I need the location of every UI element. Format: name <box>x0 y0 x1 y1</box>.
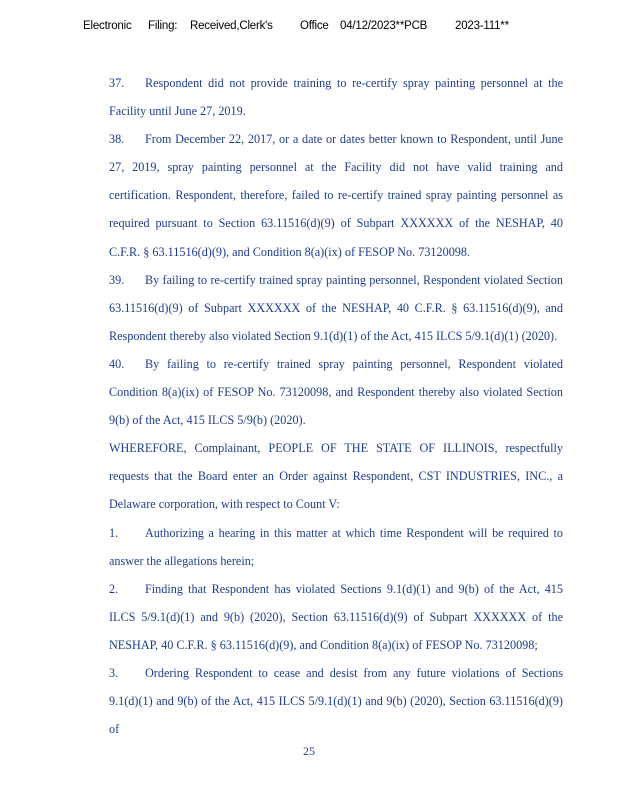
paragraph-39 <box>73 266 563 350</box>
wherefore-clause: WHEREFORE, Complainant, PEOPLE OF THE STATE OF ILLINOIS, respectfully requests that the Board enter an Order against Respondent, CST INDUSTRIES, INC., a Delaware corporation, with respect to Count V: <box>109 441 563 512</box>
paragraph-number: 40. <box>109 356 125 371</box>
paragraph-text: From December 22, 2017, or a date or dates better known to Respondent, until June 27, 2019, spray painting personnel at the Facility did not have valid training and certification. Respondent, therefore, failed to re-certify trained spray painting personnel as required pursuant to Section 63.11516(d)(9) of Subpart XXXXXX of the NESHAP, 40 C.F.R. § 63.11516(d)(9), and Condition 8(a)(ix) of FESOP No. 73120098. <box>109 132 563 259</box>
header-docket: 2023-111** <box>455 20 509 32</box>
document-body <box>73 69 563 743</box>
paragraph-38 <box>73 125 563 265</box>
header-filing: Filing: <box>148 20 178 32</box>
request-1 <box>73 519 563 575</box>
request-text: Authorizing a hearing in this matter at which time Respondent will be required to answer the allegations herein; <box>109 525 563 568</box>
header-received: Received,Clerk's <box>190 20 273 32</box>
request-number: 1. <box>109 525 119 540</box>
paragraph-37 <box>73 69 563 125</box>
paragraph-number: 39. <box>109 272 125 287</box>
paragraph-number: 38. <box>109 132 125 147</box>
header-date: 04/12/2023**PCB <box>340 20 428 32</box>
request-number: 2. <box>109 581 119 596</box>
paragraph-text: By failing to re-certify trained spray painting personnel, Respondent violated Condition 8(a)(ix) of FESOP No. 73120098, and Respondent thereby also violated Section 9(b) of the Act, 415 ILCS 5/9(b) (2020). <box>109 356 563 428</box>
request-2 <box>73 575 563 659</box>
request-3 <box>73 659 563 743</box>
request-number: 3. <box>109 665 119 680</box>
page-number: 25 <box>303 744 315 758</box>
paragraph-text: By failing to re-certify trained spray painting personnel, Respondent violated Section 63.11516(d)(9) of Subpart XXXXXX of the NESHAP, 40 C.F.R. § 63.11516(d)(9), and Respondent thereby also violated Section 9.1(d)(1) of the Act, 415 ILCS 5/9.1(d)(1) (2020). <box>109 272 563 343</box>
request-text: Ordering Respondent to cease and desist from any future violations of Sections 9.1(d)(1) and 9(b) of the Act, 415 ILCS 5/9.1(d)(1) and 9(b) (2020), Section 63.11516(d)(9) of <box>109 665 563 737</box>
header-office: Office <box>300 20 329 32</box>
filing-stamp-header <box>0 20 618 36</box>
request-text: Finding that Respondent has violated Sections 9.1(d)(1) and 9(b) of the Act, 415 ILCS 5/9.1(d)(1) and 9(b) (2020), Section 63.11516(d)(9) of Subpart XXXXXX of the NESHAP, 40 C.F.R. § 63.11516(d)(9), and Condition 8(a)(ix) of FESOP No. 73120098; <box>109 581 563 652</box>
paragraph-text: Respondent did not provide training to re-certify spray painting personnel at the Facility until June 27, 2019. <box>109 76 563 119</box>
paragraph-40 <box>73 350 563 434</box>
header-electronic: Electronic <box>83 20 132 32</box>
paragraph-number: 37. <box>109 76 125 90</box>
